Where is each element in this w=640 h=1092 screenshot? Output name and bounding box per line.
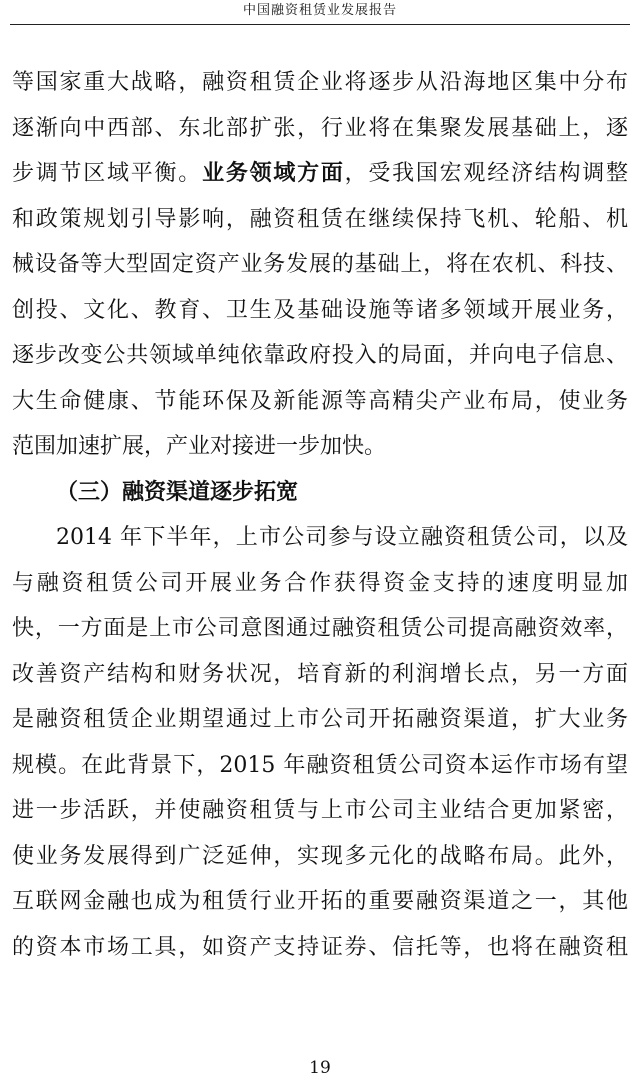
section-heading: （三）融资渠道逐步拓宽 [56, 478, 299, 505]
text-line: 逐渐向中西部、东北部扩张，行业将在集聚发展基础上，逐 [12, 115, 628, 141]
page-footer [0, 1058, 640, 1078]
text-line: 和政策规划引导影响，融资租赁在继续保持飞机、轮船、机 [12, 206, 628, 232]
text-line: 创投、文化、教育、卫生及基础设施等诸多领域开展业务， [12, 297, 628, 323]
text-line: 的资本市场工具，如资产支持证券、信托等，也将在融资租 [12, 934, 628, 960]
text-line: 改善资产结构和财务状况，培育新的利润增长点，另一方面 [12, 661, 628, 687]
text-line [12, 151, 628, 197]
text-line: 范围加速扩展，产业对接进一步加快。 [12, 434, 387, 459]
bold-phrase: 业务领域方面 [202, 160, 345, 186]
body-text [12, 60, 628, 970]
text-line: 规模。在此背景下，2015 年融资租赁公司资本运作市场有望 [12, 752, 628, 778]
text-line: 进一步活跃，并使融资租赁与上市公司主业结合更加紧密， [12, 798, 628, 823]
text-line: 等国家重大战略，融资租赁企业将逐步从沿海地区集中分布 [12, 70, 628, 95]
text-run: 步调节区域平衡。 [12, 161, 203, 186]
text-line: 使业务发展得到广泛延伸，实现多元化的战略布局。此外， [12, 843, 628, 869]
text-line: 械设备等大型固定资产业务发展的基础上，将在农机、科技、 [12, 252, 628, 277]
text-line: 大生命健康、节能环保及新能源等高精尖产业布局，使业务 [12, 388, 628, 414]
text-line: 互联网金融也成为租赁行业开拓的重要融资渠道之一，其他 [12, 889, 628, 914]
text-line: 逐步改变公共领域单纯依靠政府投入的局面，并向电子信息、 [12, 343, 628, 368]
header-title: 中国融资租赁业发展报告 [242, 3, 397, 18]
text-run: ，受我国宏观经济结构调整 [344, 161, 628, 186]
text-line: 快，一方面是上市公司意图通过融资租赁公司提高融资效率， [12, 616, 628, 641]
running-header [10, 0, 630, 25]
text-line: 与融资租赁公司开展业务合作获得资金支持的速度明显加 [12, 570, 628, 596]
page-number: 19 [309, 1058, 331, 1078]
text-line: 2014 年下半年，上市公司参与设立融资租赁公司，以及 [56, 525, 628, 550]
text-line: 是融资租赁企业期望通过上市公司开拓融资渠道，扩大业务 [12, 707, 628, 732]
